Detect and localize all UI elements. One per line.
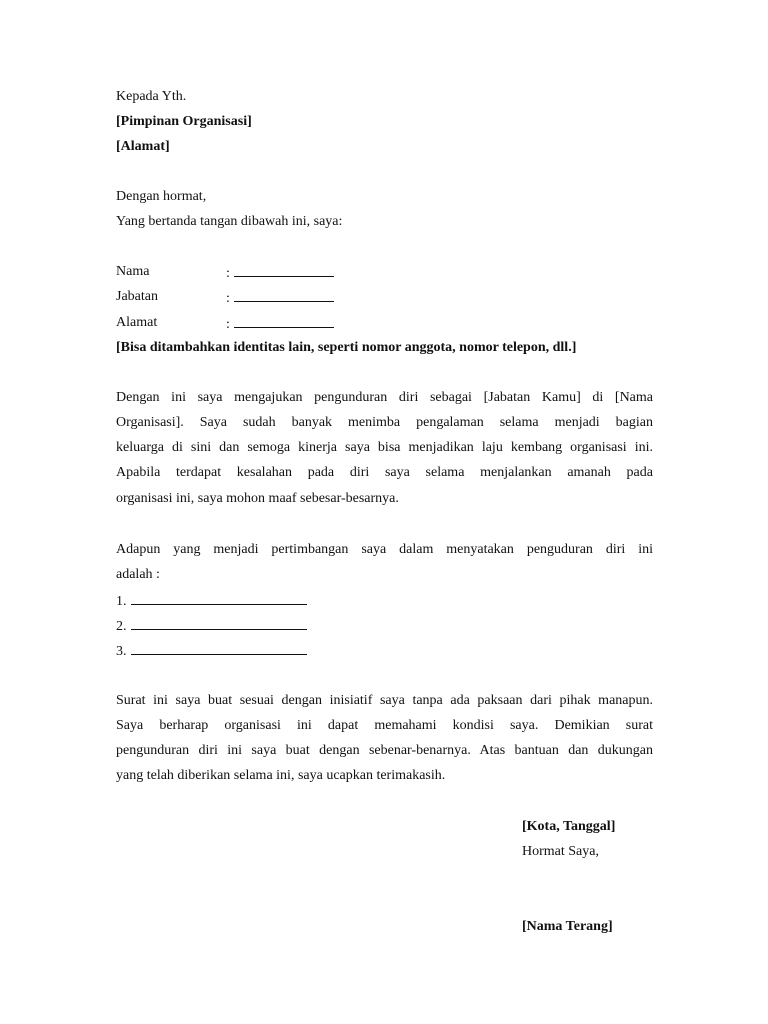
blank-line — [234, 314, 334, 328]
salutation: Dengan hormat, — [116, 189, 207, 204]
paragraph-line: adalah : — [116, 567, 160, 582]
paragraph-line: pengunduran diri ini saya buat dengan sebenar-benarnya. Atas bantuan dan dukungan — [116, 743, 653, 758]
paragraph-line: Saya berharap organisasi ini dapat memahami kondisi saya. Demikian surat — [116, 718, 653, 733]
reason-item: 2. — [116, 616, 307, 636]
paragraph-line: keluarga di sini dan semoga kinerja saya bisa menjadikan laju kembang organisasi ini. — [116, 440, 653, 455]
field-value: : — [226, 314, 334, 334]
blank-line — [234, 263, 334, 277]
field-value: : — [226, 288, 334, 308]
paragraph-line: Apabila terdapat kesalahan pada diri saya selama menjalankan amanah pada — [116, 465, 653, 480]
field-value: : — [226, 263, 334, 283]
place-date: [Kota, Tanggal] — [522, 819, 616, 834]
field-label: Jabatan — [116, 289, 158, 304]
intro-text: Yang bertanda tangan dibawah ini, saya: — [116, 214, 343, 229]
paragraph-line: Dengan ini saya mengajukan pengunduran diri sebagai [Jabatan Kamu] di [Nama — [116, 390, 653, 405]
blank-line — [131, 616, 307, 630]
blank-line — [234, 288, 334, 302]
recipient-address: [Alamat] — [116, 139, 170, 154]
paragraph-line: Surat ini saya buat sesuai dengan inisiatif saya tanpa ada paksaan dari pihak manapun. — [116, 693, 653, 708]
paragraph-line: Organisasi]. Saya sudah banyak menimba pengalaman selama menjadi bagian — [116, 415, 653, 430]
recipient-greeting: Kepada Yth. — [116, 89, 187, 104]
paragraph-line: organisasi ini, saya mohon maaf sebesar-besarnya. — [116, 491, 399, 506]
paragraph-line: Adapun yang menjadi pertimbangan saya dalam menyatakan penguduran diri ini — [116, 542, 653, 557]
reason-item: 1. — [116, 591, 307, 611]
blank-line — [131, 641, 307, 655]
recipient-organization-leader: [Pimpinan Organisasi] — [116, 114, 252, 129]
paragraph-line: yang telah diberikan selama ini, saya ucapkan terimakasih. — [116, 768, 446, 783]
identity-note: [Bisa ditambahkan identitas lain, seperti nomor anggota, nomor telepon, dll.] — [116, 340, 577, 355]
field-label: Nama — [116, 264, 150, 279]
reason-item: 3. — [116, 641, 307, 661]
closing-regards: Hormat Saya, — [522, 844, 599, 859]
field-label: Alamat — [116, 315, 158, 330]
blank-line — [131, 591, 307, 605]
signer-name: [Nama Terang] — [522, 919, 613, 934]
